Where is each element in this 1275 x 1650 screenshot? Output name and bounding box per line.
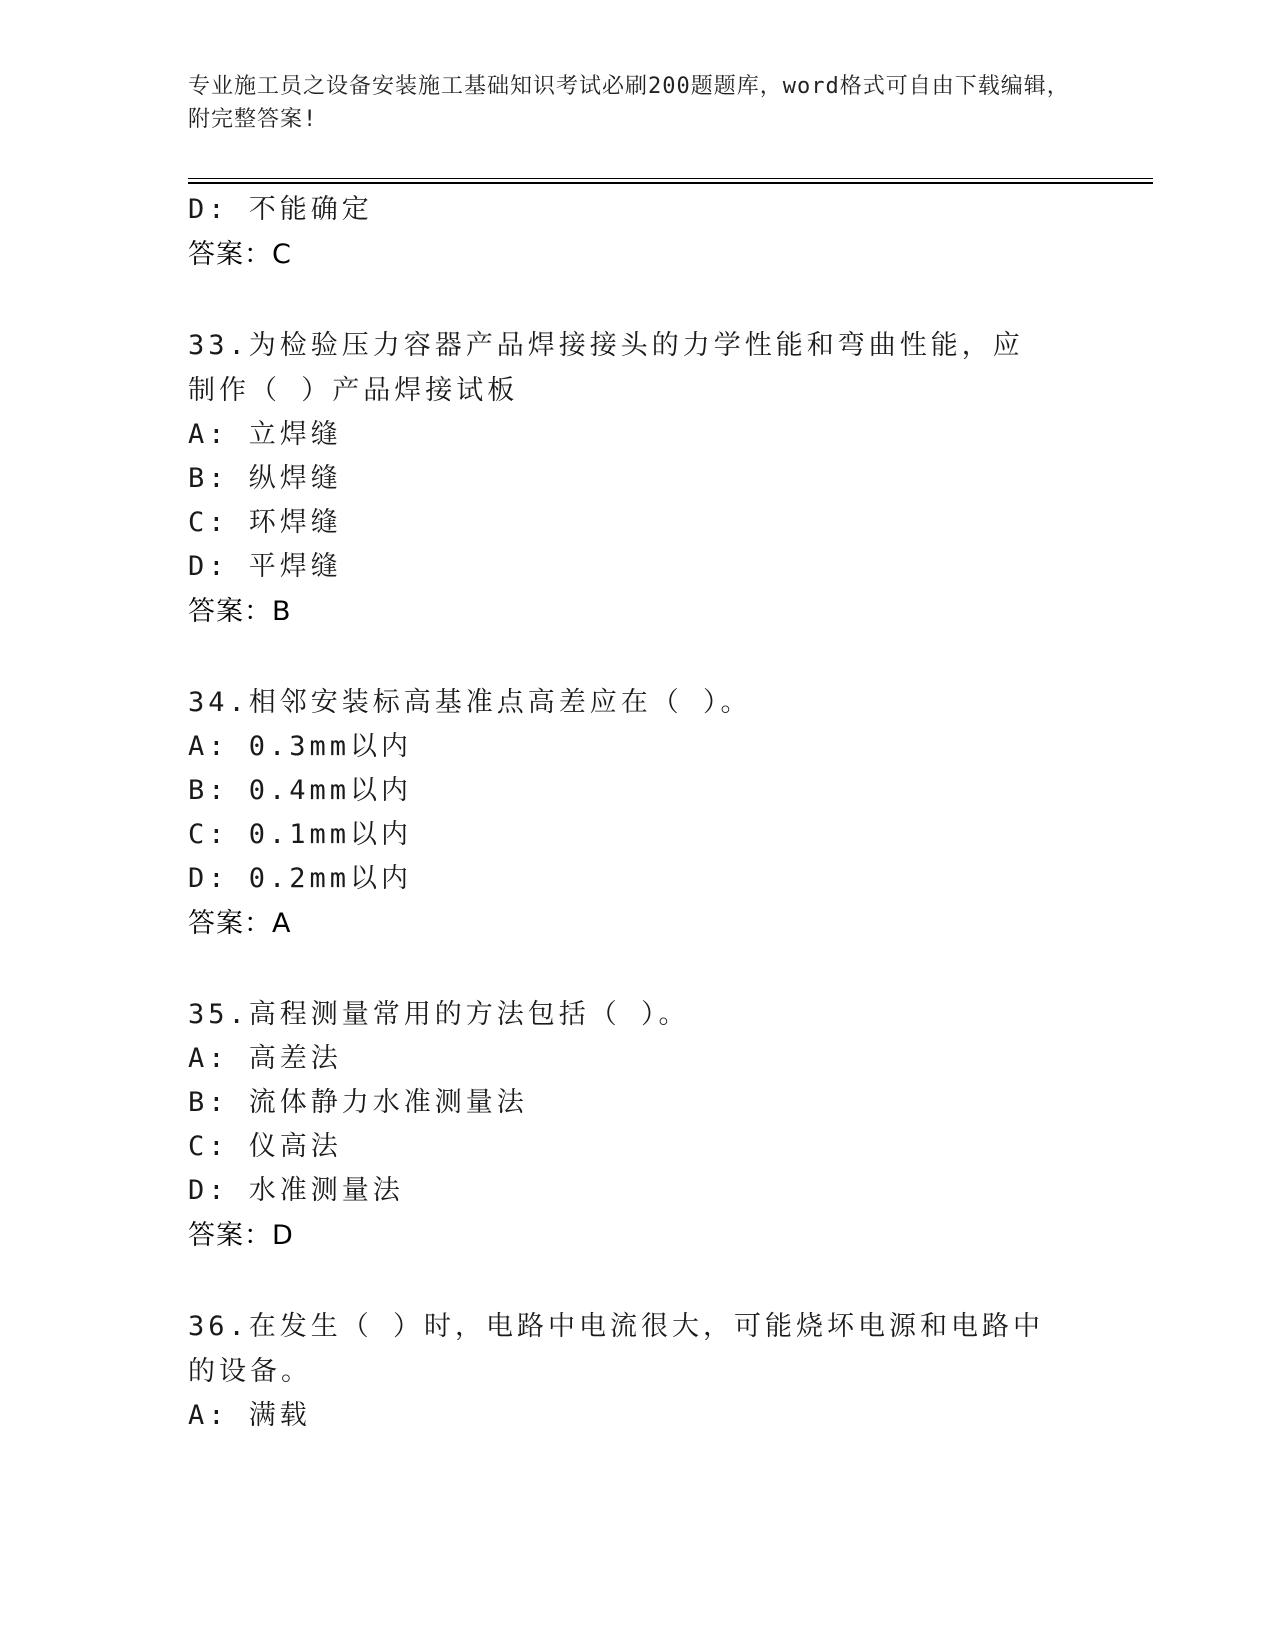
option-c: C: 0.1mm以内 (188, 819, 413, 850)
header-divider-bottom (188, 182, 1153, 184)
answer-line: 答案：C (188, 239, 292, 270)
option-d: D: 平焊缝 (188, 551, 342, 582)
option-d: D: 不能确定 (188, 194, 373, 225)
document-header: 专业施工员之设备安装施工基础知识考试必刷200题题库，word格式可自由下载编辑，附完整答案! (188, 74, 1070, 132)
option-b: B: 0.4mm以内 (188, 775, 413, 806)
option-c: C: 环焊缝 (188, 507, 342, 538)
option-c: C: 仪高法 (188, 1131, 342, 1162)
option-b: B: 流体静力水准测量法 (188, 1087, 528, 1118)
option-a: A: 立焊缝 (188, 419, 342, 450)
option-a: A: 0.3mm以内 (188, 731, 413, 762)
answer-line: 答案：A (188, 908, 292, 939)
question-list (188, 188, 1088, 1438)
question-35-stem: 35.高程测量常用的方法包括（ ）。 (188, 999, 690, 1030)
option-a: A: 高差法 (188, 1043, 342, 1074)
answer-line: 答案：D (188, 1220, 294, 1251)
question-33-stem: 33.为检验压力容器产品焊接接头的力学性能和弯曲性能，应制作（ ）产品焊接试板 (188, 330, 1024, 406)
option-d: D: 水准测量法 (188, 1175, 404, 1206)
option-d: D: 0.2mm以内 (188, 863, 413, 894)
answer-line: 答案：B (188, 596, 292, 627)
question-34-stem: 34.相邻安装标高基准点高差应在（ ）。 (188, 687, 752, 718)
question-36-stem: 36.在发生（ ）时，电路中电流很大，可能烧坏电源和电路中的设备。 (188, 1311, 1045, 1387)
option-a: A: 满载 (188, 1400, 311, 1431)
header-divider-top (188, 178, 1153, 179)
option-b: B: 纵焊缝 (188, 463, 342, 494)
